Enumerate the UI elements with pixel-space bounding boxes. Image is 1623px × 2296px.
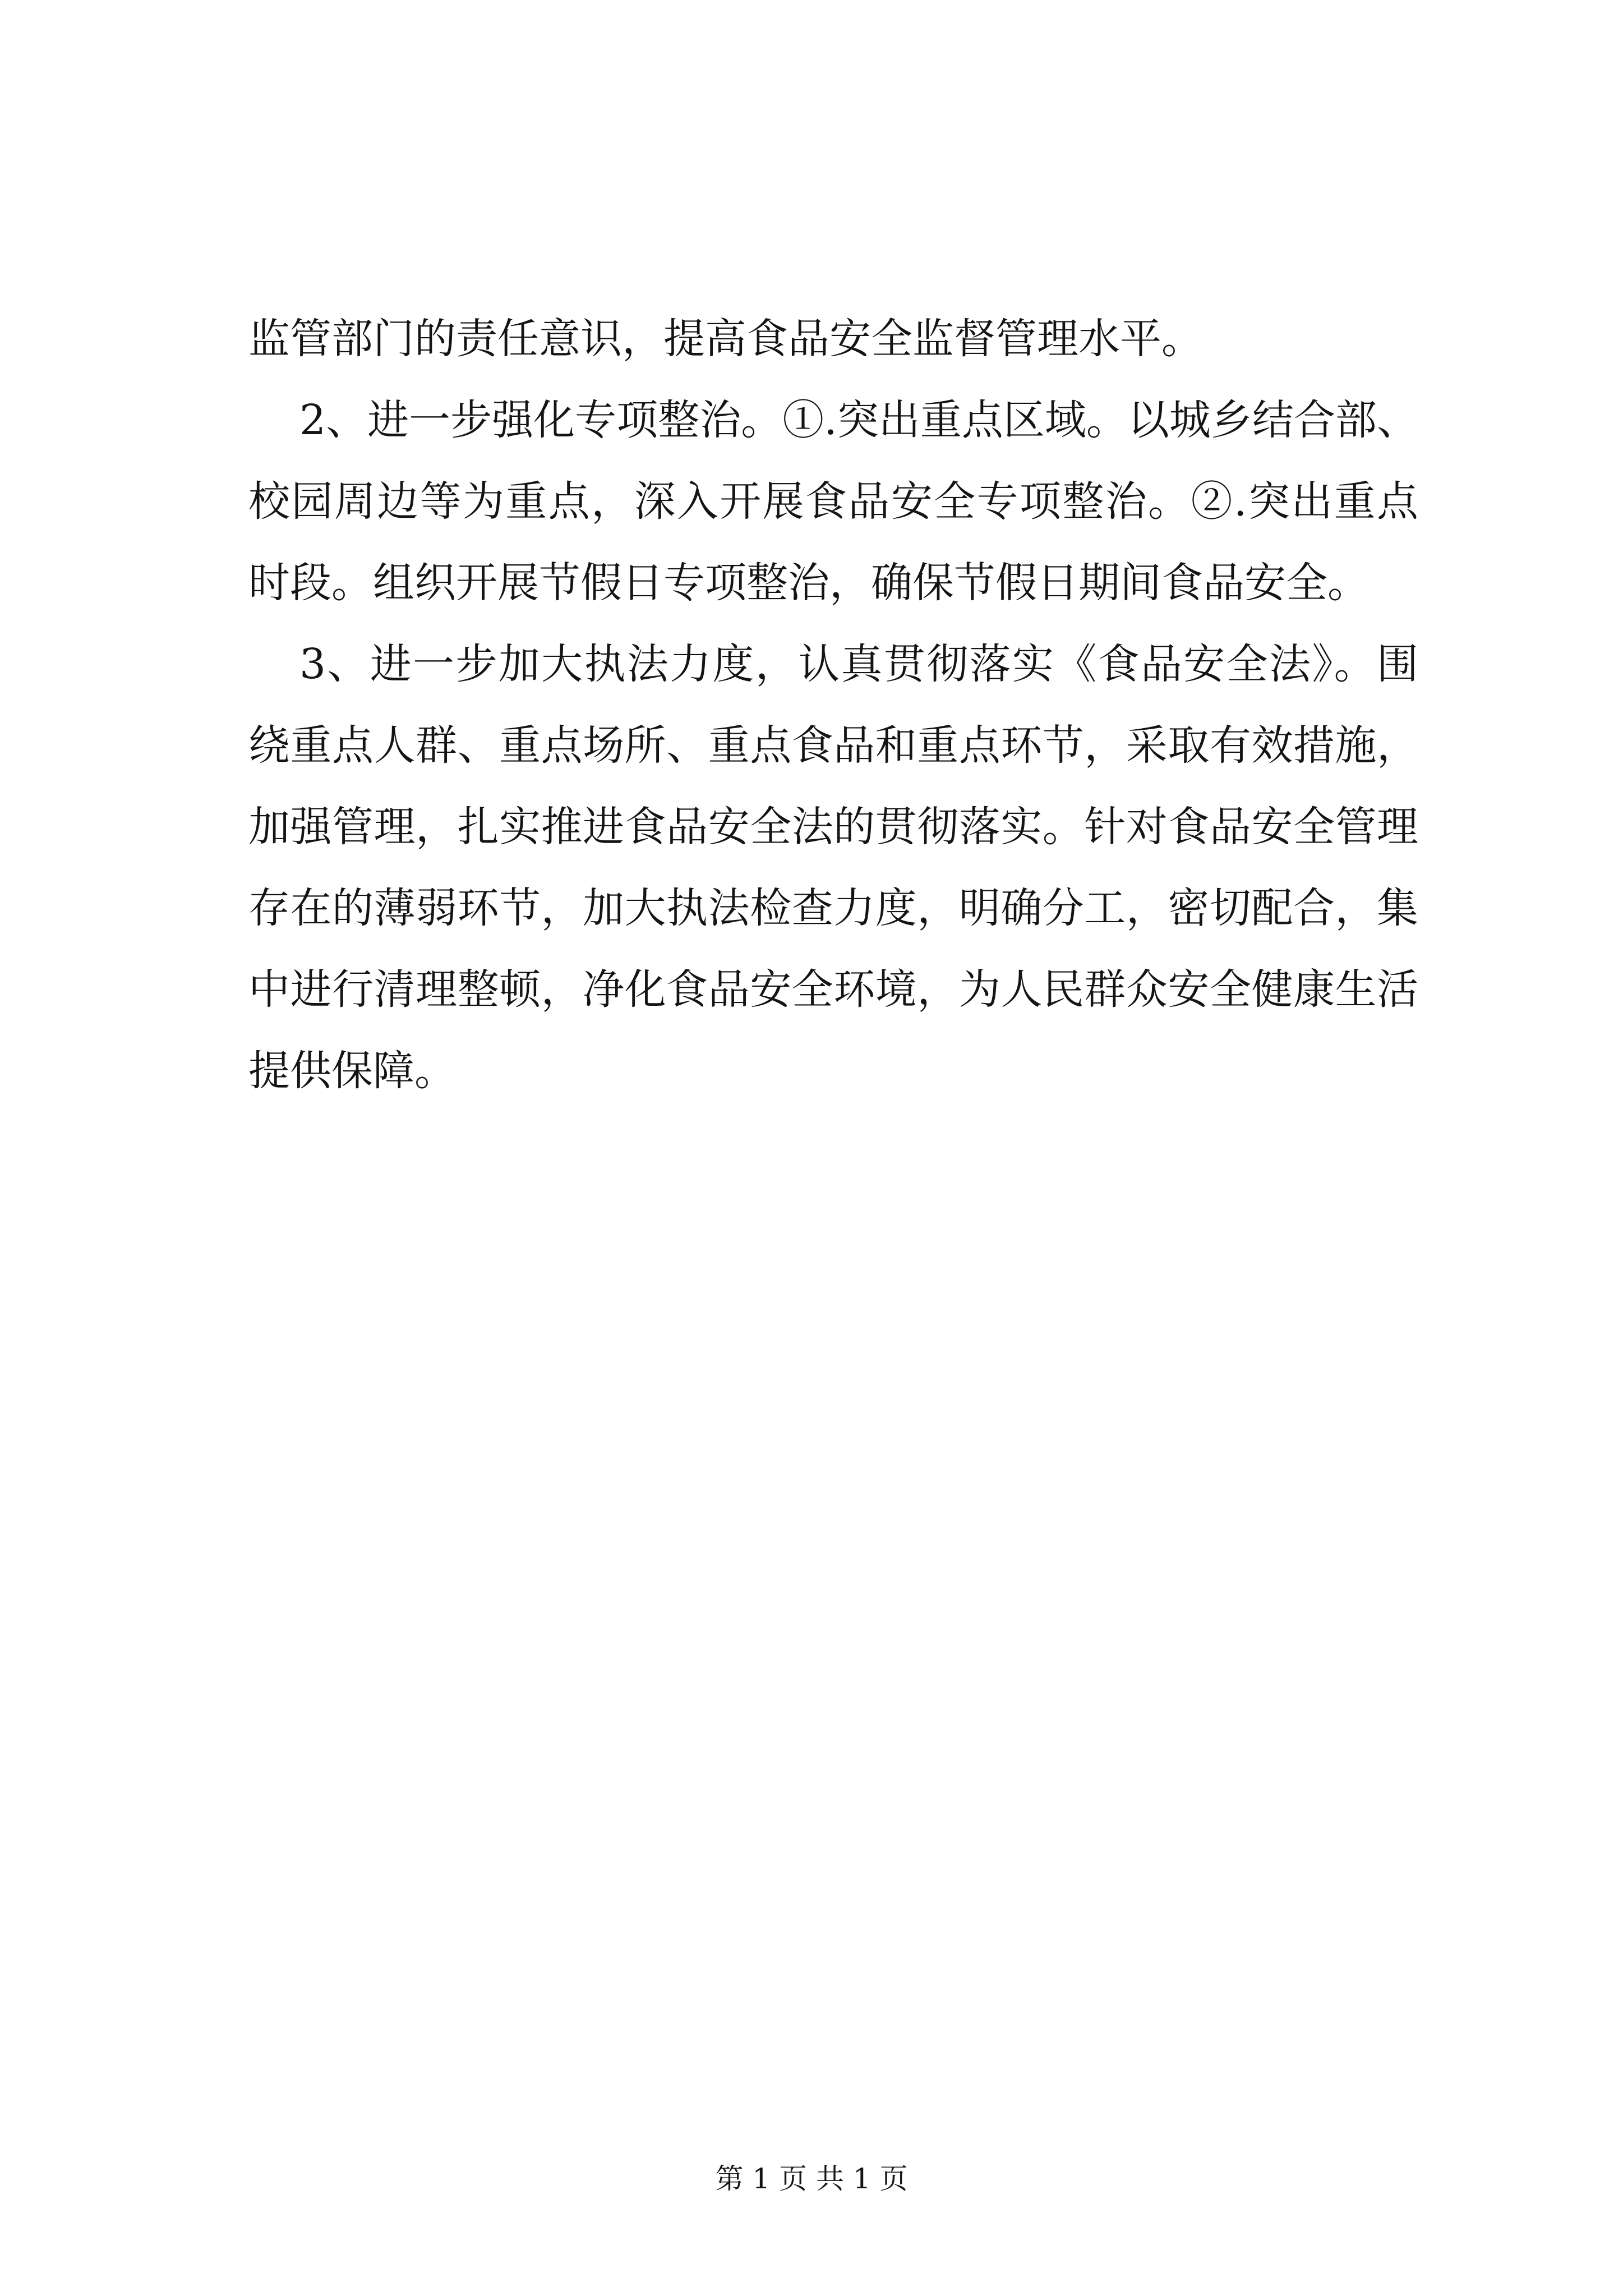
text-line: 2、进一步强化专项整治。①.突出重点区域。以城乡结合部、 xyxy=(299,396,1418,444)
document-body xyxy=(248,298,1418,1112)
paragraph-item-2 xyxy=(248,380,1418,624)
paragraph-continuation xyxy=(248,298,1418,380)
text-line: 提供保障。 xyxy=(248,1047,456,1095)
text-line: 校园周边等为重点，深入开展食品安全专项整治。②.突出重点 xyxy=(248,477,1418,526)
text-line: 3、进一步加大执法力度，认真贯彻落实《食品安全法》。围 xyxy=(299,640,1418,688)
paragraph-item-3 xyxy=(248,624,1418,1112)
text-line: 绕重点人群、重点场所、重点食品和重点环节，采取有效措施， xyxy=(248,721,1418,770)
text-line: 时段。组织开展节假日专项整治，确保节假日期间食品安全。 xyxy=(248,559,1369,607)
text-line: 存在的薄弱环节，加大执法检查力度，明确分工，密切配合，集 xyxy=(248,884,1418,932)
text-line: 中进行清理整顿，净化食品安全环境，为人民群众安全健康生活 xyxy=(248,965,1418,1014)
text-line: 监管部门的责任意识，提高食品安全监督管理水平。 xyxy=(248,315,1203,363)
page-footer-number: 第 1 页 共 1 页 xyxy=(715,2162,908,2195)
text-line: 加强管理，扎实推进食品安全法的贯彻落实。针对食品安全管理 xyxy=(248,803,1418,851)
